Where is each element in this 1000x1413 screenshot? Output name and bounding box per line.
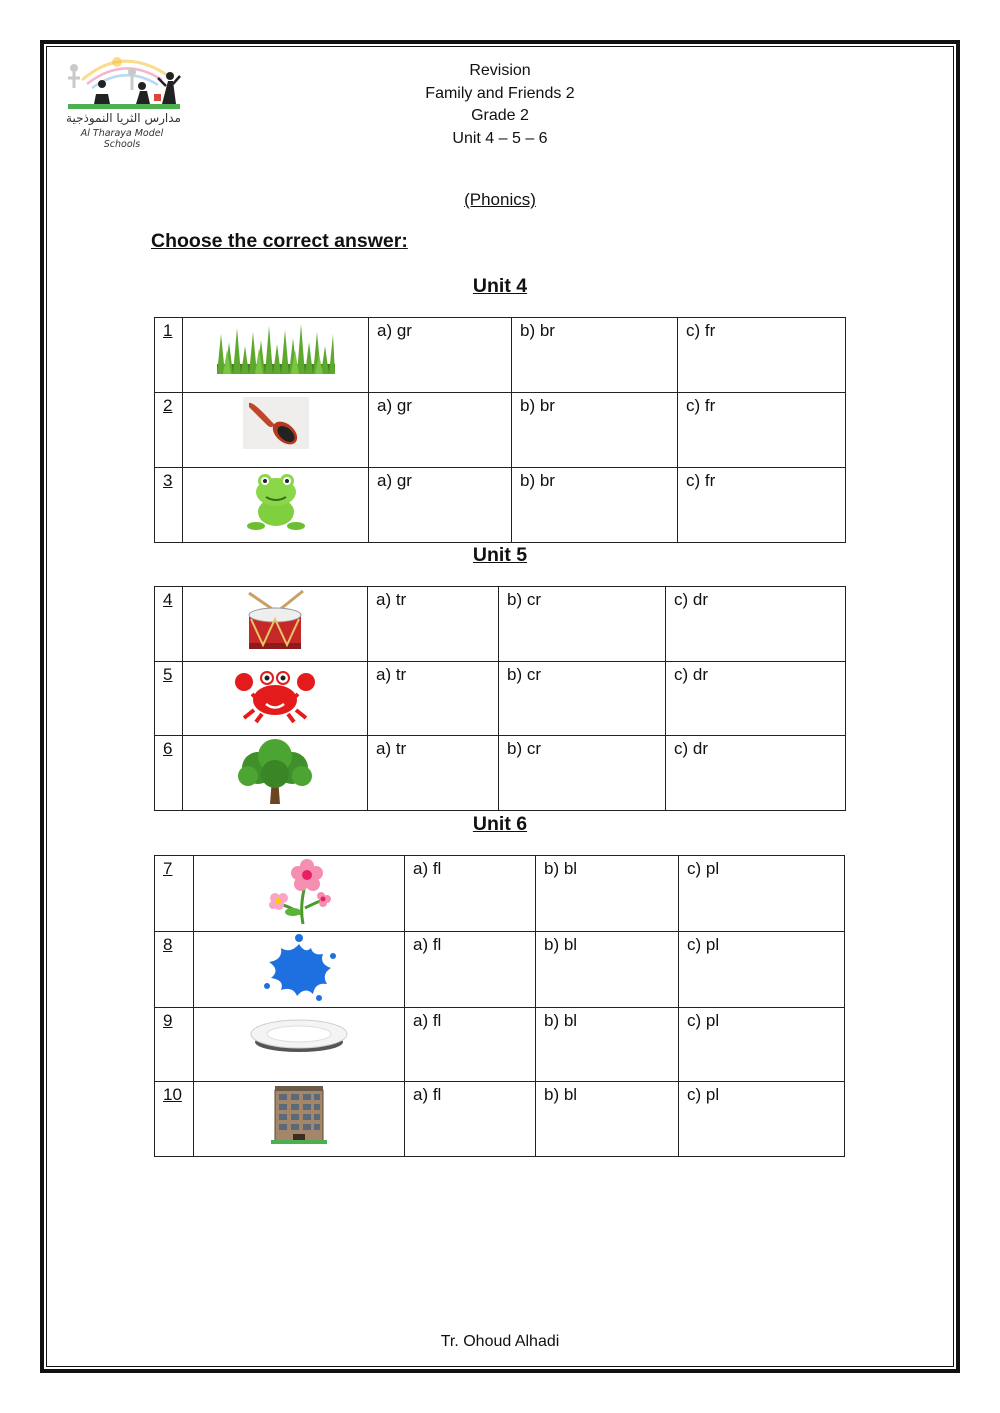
option-b[interactable]: b) bl bbox=[536, 1008, 679, 1082]
header-revision: Revision bbox=[469, 62, 531, 79]
building-icon bbox=[269, 1084, 329, 1148]
option-b[interactable]: b) bl bbox=[536, 856, 679, 932]
logo-english-name: Al Tharaya Model Schools bbox=[80, 128, 164, 150]
table-row bbox=[155, 468, 846, 543]
question-number: 10 bbox=[155, 1082, 194, 1157]
header-grade: Grade 2 bbox=[471, 107, 529, 124]
unit-6-table bbox=[154, 855, 845, 1157]
option-c[interactable]: c) pl bbox=[679, 1082, 845, 1157]
question-number: 6 bbox=[155, 736, 183, 811]
option-a[interactable]: a) gr bbox=[369, 318, 512, 393]
table-row bbox=[155, 856, 845, 932]
option-b[interactable]: b) bl bbox=[536, 1082, 679, 1157]
question-number: 2 bbox=[155, 393, 183, 468]
option-a[interactable]: a) gr bbox=[369, 393, 512, 468]
option-b[interactable]: b) br bbox=[512, 318, 678, 393]
brush-icon bbox=[241, 395, 311, 451]
option-a[interactable]: a) tr bbox=[368, 587, 499, 662]
plate-icon bbox=[249, 1010, 349, 1060]
option-b[interactable]: b) bl bbox=[536, 932, 679, 1008]
question-number: 9 bbox=[155, 1008, 194, 1082]
table-row bbox=[155, 1082, 845, 1157]
table-row bbox=[155, 1008, 845, 1082]
flower-icon bbox=[263, 858, 335, 926]
option-b[interactable]: b) cr bbox=[499, 736, 666, 811]
table-row bbox=[155, 393, 846, 468]
option-c[interactable]: c) pl bbox=[679, 932, 845, 1008]
option-c[interactable]: c) fr bbox=[678, 393, 846, 468]
option-c[interactable]: c) fr bbox=[678, 318, 846, 393]
table-row bbox=[155, 318, 846, 393]
option-c[interactable]: c) fr bbox=[678, 468, 846, 543]
worksheet-header bbox=[300, 60, 700, 150]
section-title: (Phonics) bbox=[464, 190, 536, 209]
unit-6-title: Unit 6 bbox=[472, 813, 528, 835]
option-b[interactable]: b) br bbox=[512, 393, 678, 468]
crab-icon bbox=[234, 664, 316, 724]
table-row bbox=[155, 736, 846, 811]
table-row bbox=[155, 662, 846, 736]
option-a[interactable]: a) gr bbox=[369, 468, 512, 543]
option-a[interactable]: a) tr bbox=[368, 662, 499, 736]
instruction: Choose the correct answer: bbox=[151, 230, 408, 252]
unit-4-title: Unit 4 bbox=[472, 275, 528, 297]
option-a[interactable]: a) fl bbox=[405, 856, 536, 932]
option-a[interactable]: a) fl bbox=[405, 1082, 536, 1157]
table-row bbox=[155, 587, 846, 662]
option-a[interactable]: a) tr bbox=[368, 736, 499, 811]
grass-icon bbox=[215, 320, 337, 376]
question-number: 3 bbox=[155, 468, 183, 543]
question-number: 8 bbox=[155, 932, 194, 1008]
option-c[interactable]: c) dr bbox=[666, 662, 846, 736]
header-book: Family and Friends 2 bbox=[425, 84, 575, 102]
question-number: 7 bbox=[155, 856, 194, 932]
frog-icon bbox=[246, 470, 306, 532]
option-c[interactable]: c) pl bbox=[679, 856, 845, 932]
unit-5-title: Unit 5 bbox=[472, 544, 528, 566]
option-c[interactable]: c) pl bbox=[679, 1008, 845, 1082]
question-number: 4 bbox=[155, 587, 183, 662]
table-row bbox=[155, 932, 845, 1008]
option-b[interactable]: b) cr bbox=[499, 662, 666, 736]
unit-5-table bbox=[154, 586, 846, 811]
option-b[interactable]: b) br bbox=[512, 468, 678, 543]
option-c[interactable]: c) dr bbox=[666, 587, 846, 662]
question-number: 1 bbox=[155, 318, 183, 393]
header-units: Unit 4 – 5 – 6 bbox=[452, 129, 548, 147]
drum-icon bbox=[239, 589, 311, 655]
teacher-name: Tr. Ohoud Alhadi bbox=[440, 1333, 560, 1350]
option-a[interactable]: a) fl bbox=[405, 1008, 536, 1082]
option-b[interactable]: b) cr bbox=[499, 587, 666, 662]
option-a[interactable]: a) fl bbox=[405, 932, 536, 1008]
option-c[interactable]: c) dr bbox=[666, 736, 846, 811]
blot-icon bbox=[261, 934, 337, 1002]
logo-arabic-name: مدارس الثريا النموذجية bbox=[66, 111, 181, 125]
tree-icon bbox=[234, 738, 316, 804]
question-number: 5 bbox=[155, 662, 183, 736]
unit-4-table bbox=[154, 317, 846, 543]
